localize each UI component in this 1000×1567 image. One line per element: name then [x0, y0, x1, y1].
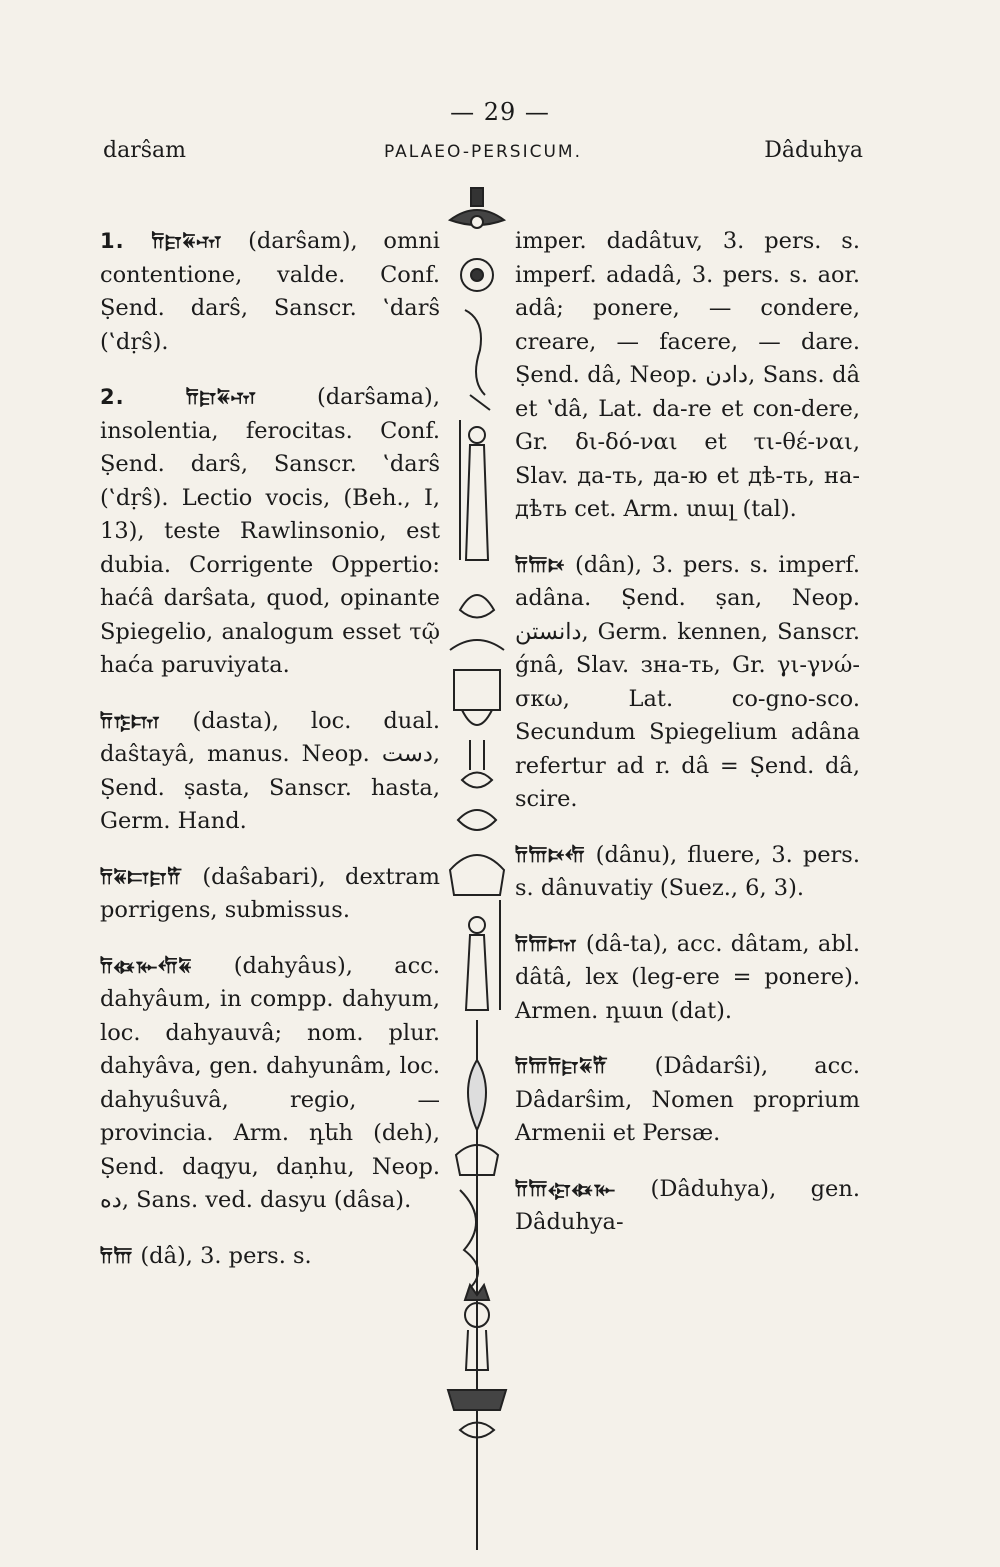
entry	[515, 839, 860, 906]
entry	[100, 1240, 440, 1274]
lotus-palmette-icon	[450, 595, 504, 650]
entry	[515, 1050, 860, 1151]
lotus-column-icon	[458, 773, 496, 831]
entry	[100, 950, 440, 1218]
archer-figure-icon	[466, 900, 500, 1010]
cuneiform-headword: 𐎭𐎿𐎫	[100, 708, 161, 733]
cuneiform-headword: 𐎭𐎠𐎫	[515, 931, 578, 956]
entry-text: (Dâduhya), gen. Dâduhya-	[515, 1175, 860, 1235]
cuneiform-headword: 1. 𐎭𐎼𐏁𐎶	[100, 229, 223, 253]
header-right-word: Dâduhya	[764, 138, 863, 163]
persian-soldier-figure-icon	[460, 420, 488, 560]
entry	[100, 705, 440, 839]
entry	[515, 225, 860, 527]
lion-icon	[450, 855, 504, 895]
cuneiform-headword: 𐎭𐎠𐎴	[515, 552, 566, 577]
entry-text: (darŝama), insolentia, ferocitas. Conf. Ṣend. darŝ, Sanscr. ‛darŝ (‛dṛŝ). Lectio vocis, (Beh., I, 13), teste Rawlinsonio, est dubia. Corrigente Oppertio: haćâ darŝata, quod, opinante Spiegelio, analogum esset τῷ haća paruviyata.	[100, 384, 440, 678]
bull-capital-icon	[454, 670, 500, 770]
cuneiform-headword: 2. 𐎭𐎼𐏁𐎶	[100, 385, 257, 409]
cuneiform-headword: 𐎭𐏃𐎹𐎢𐏁	[100, 953, 193, 978]
header-left-word: darŝam	[103, 138, 186, 163]
right-column	[515, 225, 860, 1240]
entry	[515, 1173, 860, 1240]
entry-text: (dasta), loc. dual. daŝtayâ, manus. Neop. دست, Ṣend. ṣasta, Sanscr. hasta, Germ. Hand.	[100, 707, 440, 834]
entry	[100, 225, 440, 359]
cuneiform-headword: 𐎭𐎠𐎴𐎢	[515, 842, 586, 867]
entry-text: (dânu), fluere, 3. pers. s. dânuvatiy (Suez., 6, 3).	[515, 841, 860, 901]
entry	[515, 549, 860, 817]
header-title: PALAEO-PERSICUM.	[383, 142, 582, 162]
entry	[100, 861, 440, 928]
entry-text: (dâ-ta), acc. dâtam, abl. dâtâ, lex (leg-ere = ponere). Armen. դատ (dat).	[515, 930, 860, 1024]
cypress-tree-icon	[468, 1060, 486, 1130]
ornamental-divider	[440, 180, 514, 1550]
faravahar-icon	[450, 188, 504, 228]
entry-text: (darŝam), omni contentione, valde. Conf. Ṣend. darŝ, Sanscr. ‛darŝ (‛dṛŝ).	[100, 228, 440, 355]
cuneiform-headword: 𐎭𐎠𐎯𐏃𐎹	[515, 1176, 617, 1201]
entry-text: (daŝabari), dextram porrigens, submissus.	[100, 863, 440, 923]
cuneiform-headword: 𐎭𐎠𐎭𐎼𐏁𐎡	[515, 1054, 609, 1078]
running-header	[103, 138, 863, 172]
cuneiform-headword: 𐎭𐏁𐎲𐎼𐎡	[100, 864, 183, 889]
entry-text: (Dâdarŝi), acc. Dâdarŝim, Nomen proprium Armenii et Persæ.	[515, 1053, 860, 1146]
cuneiform-headword: 𐎭𐎠	[100, 1243, 134, 1268]
serpent-icon	[460, 1190, 478, 1290]
entry-text: (dân), 3. pers. s. imperf. adâna. Ṣend. ṣan, Neop. دانستن, Germ. kennen, Sanscr. ǵnâ, Slav. зна-ть, Gr. γι-γνώ-σκω, Lat. co-gno-sco. Secundum Spiegelium adâna refertur ad r. dâ = Ṣend. dâ, scire.	[515, 551, 860, 812]
left-column	[100, 225, 440, 1273]
griffin-figure-icon	[465, 310, 490, 410]
entry-text: (dahyâus), acc. dahyâum, in compp. dahyum, loc. dahyauvâ; nom. plur. dahyâva, gen. dahyunâm, loc. dahyuŝuvâ, regio, — provincia. Arm. դեհ (deh), Ṣend. daqyu, daṇhu, Neop. ده, Sans. ved. dasyu (dâsa).	[100, 952, 440, 1213]
page-number: — 29 —	[450, 98, 550, 126]
entry	[515, 928, 860, 1029]
entry-text: (dâ), 3. pers. s.	[133, 1242, 312, 1269]
entry	[100, 381, 440, 683]
entry-text: imper. dadâtuv, 3. pers. s. imperf. adadâ, 3. pers. s. aor. adâ; ponere, — condere, creare, — facere, — dare. Ṣend. dâ, Neop. دادن, Sans. dâ et ‛dâ, Lat. da-re et con-dere, Gr. δι-δό-ναι et τι-θέ-ναι, Slav. да-ть, да-ю et дѣ-ть, на-дѣть cet. Arm. տալ (tal).	[515, 228, 860, 522]
rosette-icon	[461, 259, 493, 291]
